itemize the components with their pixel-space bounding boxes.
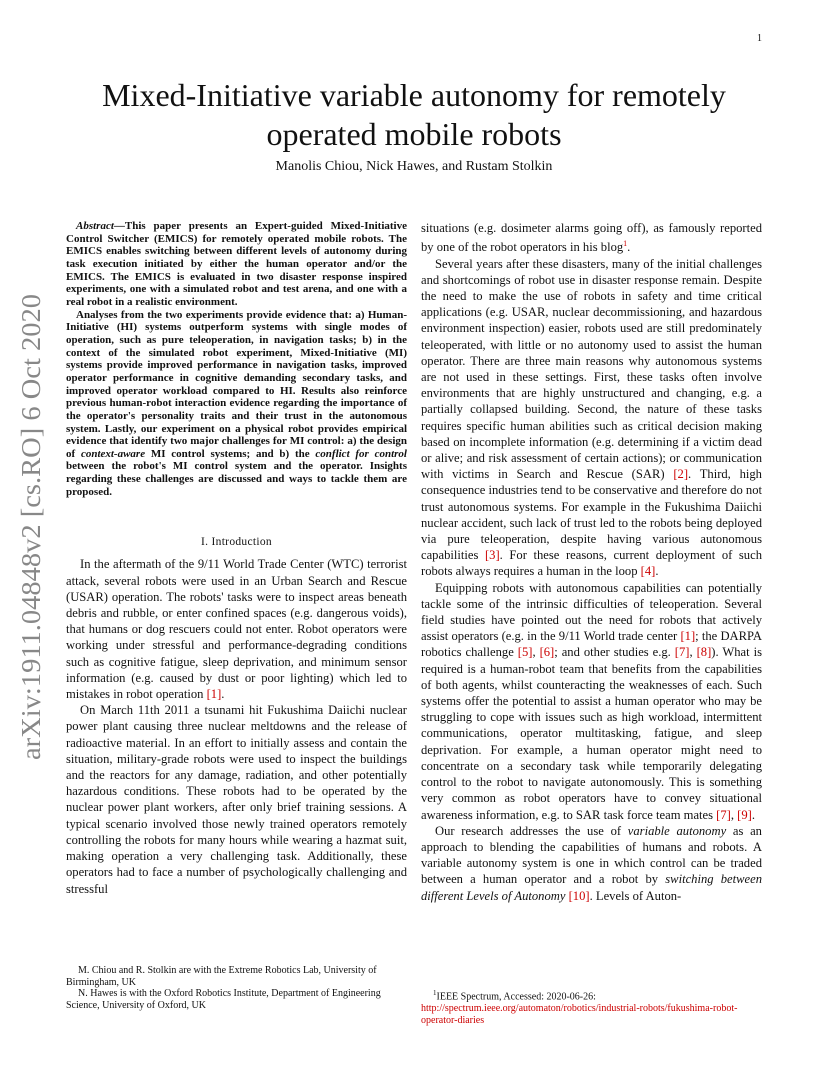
abstract-paragraph-2 bbox=[66, 309, 407, 499]
citation-link[interactable]: [1] bbox=[680, 629, 696, 644]
affiliation-footnote-1: M. Chiou and R. Stolkin are with the Extreme Robotics Lab, University of Birmingham, UK bbox=[66, 965, 377, 988]
footnote-mark: 1 bbox=[433, 989, 437, 997]
author-list: Manolis Chiou, Nick Hawes, and Rustam Stolkin bbox=[275, 159, 553, 174]
abstract-text-2c: between the robot's MI control system and the operator. Insights regarding these challenges are discussed and ways to tackle them are proposed. bbox=[66, 460, 407, 498]
affiliation-footnote-2: N. Hawes is with the Oxford Robotics Institute, Department of Engineering Science, University of Oxford, UK bbox=[66, 988, 381, 1011]
section-heading-introduction: I. Introduction bbox=[201, 536, 272, 549]
abstract-paragraph-1 bbox=[66, 220, 407, 309]
right-paragraph-1 bbox=[421, 256, 762, 580]
right-text-1c: . For these reasons, current deployment of such robots always requires a human in the loop bbox=[421, 548, 762, 579]
citation-link[interactable]: [2] bbox=[673, 467, 689, 482]
em-variable-autonomy: variable autonomy bbox=[627, 823, 727, 838]
right-text-1a: Several years after these disasters, many of the initial challenges and shortcomings of robot use in disaster response remain. Despite the need to make the use of robots in safety and time critical applications (e.g. USAR, nuclear decommissioning, and hazardous environment inspection) easier, robots used are still predominately teleoperated, with little or no autonomy used to assist the human operator. There are three main reasons why autonomous systems are not used in these settings. First, these tasks often involve environments that are highly unstructured and changing, e.g. a partially collapsed building. Second, the nature of these tasks requires specific human abilities such as critical decision making based on incomplete information (e.g. determining if a victim dead or alive; and risk assessment of certain actions); or communication with victims in Search and Rescue (SAR) bbox=[421, 256, 762, 482]
right-text-1b: . Third, high consequence industries tend to be conservative and therefore do not trust autonomous systems. For example in the Fukushima Daiichi nuclear accident, such lack of trust led to the robots being deployed via pure teleoperation, despite having various autonomous capabilities bbox=[421, 467, 762, 563]
right-text-2e: , bbox=[689, 645, 697, 660]
footnote-marker-link[interactable]: 1 bbox=[623, 239, 628, 249]
abstract-em-conflict: conflict for control bbox=[315, 447, 407, 460]
title-line-1: Mixed-Initiative variable autonomy for remotely bbox=[102, 77, 726, 113]
intro-text-1b: . bbox=[221, 687, 225, 702]
intro-text-1a: In the aftermath of the 9/11 World Trade Center (WTC) terrorist attack, several robots were used in an Urban Search and Rescue (USAR) operation. The robots' tasks were to inspect areas beneath debris and rubble, or enter confined spaces (e.g. dangerous voids), that humans or dog rescuers could not enter. Robot operators were working under stressful and performance-degrading conditions such as cognitive fatigue, sleep deprivation, and minimum sensor information (e.g. caused by dust or poor lighting) which led to mistakes in robot operation bbox=[66, 557, 407, 702]
citation-link[interactable]: [7] bbox=[716, 807, 731, 822]
title-line-2: operated mobile robots bbox=[266, 116, 562, 152]
blog-footnote bbox=[421, 987, 766, 1027]
citation-link[interactable]: [4] bbox=[640, 564, 656, 579]
right-text-2b: ; the DARPA robotics challenge bbox=[421, 629, 762, 660]
right-text-2c: , bbox=[532, 645, 540, 660]
citation-link[interactable]: [1] bbox=[206, 687, 222, 702]
citation-link[interactable]: [3] bbox=[484, 548, 500, 563]
abstract-text-2a: Analyses from the two experiments provide evidence that: a) Human-Initiative (HI) systems outperform systems with single modes of operation, such as pure teleoperation, in navigation tasks; b) in the context of the simulated robot experiment, Mixed-Initiative (MI) systems provide improved performance in navigation tasks, improved operator performance in cognitive demanding secondary tasks, and improved operator workload compared to HI. Results also reinforce previous human-robot interaction evidence regarding the importance of the operator's personality traits and their trust in the autonomous system. Lastly, our experiment on a physical robot provides empirical evidence that identify two major challenges for MI control: a) the design of bbox=[66, 308, 407, 460]
right-text-3a: Our research addresses the use of bbox=[435, 823, 628, 838]
footnote-label: IEEE Spectrum, Accessed: 2020-06-26: bbox=[436, 991, 596, 1003]
abstract-lead: Abstract bbox=[76, 220, 114, 232]
footnote-url-link[interactable]: http://spectrum.ieee.org/automaton/robotics/industrial-robots/fukushima-robot-operator-diaries bbox=[421, 1003, 738, 1027]
arxiv-stamp-text: arXiv:1911.04848v2 [cs.RO] 6 Oct 2020 bbox=[16, 318, 46, 760]
citation-link[interactable]: [10] bbox=[568, 888, 590, 903]
right-paragraph-2 bbox=[421, 580, 762, 823]
paper-title bbox=[60, 76, 768, 154]
abstract-em-context-aware: context-aware bbox=[80, 447, 146, 460]
citation-link[interactable]: [9] bbox=[737, 807, 752, 822]
affiliation-footnotes bbox=[66, 965, 407, 1011]
right-text-3d: . Levels of Auton- bbox=[589, 888, 682, 903]
right-text-0a: situations (e.g. dosimeter alarms going off), as famously reported by one of the robot operators in his blog bbox=[421, 221, 762, 255]
blog-footnote-text bbox=[421, 987, 766, 1027]
right-text-1d: . bbox=[655, 564, 659, 579]
right-paragraph-3 bbox=[421, 823, 762, 904]
citation-link[interactable]: [6] bbox=[539, 645, 555, 660]
page-number: 1 bbox=[757, 33, 762, 44]
right-column bbox=[421, 220, 762, 904]
abstract bbox=[66, 220, 407, 498]
citation-link[interactable]: [7] bbox=[674, 645, 690, 660]
right-text-3b: as an approach to blending the capabilities of humans and robots. A variable autonomy system is one in which control can be traded between a human operator and a robot by bbox=[421, 823, 762, 887]
abstract-text-2b: MI control systems; and b) the bbox=[145, 447, 316, 460]
right-paragraph-0 bbox=[421, 220, 762, 256]
left-column bbox=[66, 220, 407, 897]
right-body bbox=[421, 220, 762, 904]
right-text-0b: . bbox=[627, 240, 631, 255]
arxiv-stamp bbox=[2, 292, 54, 762]
citation-link[interactable]: [8] bbox=[696, 645, 712, 660]
intro-paragraph-1 bbox=[66, 556, 407, 702]
right-text-2a: Equipping robots with autonomous capabilities can potentially tackle some of the intrinsic difficulties of teleoperation. Several field studies have pointed out the need for robots that actively assist operators (e.g. in the 9/11 World trade center bbox=[421, 580, 762, 644]
citation-link[interactable]: [5] bbox=[517, 645, 533, 660]
right-text-2d: ; and other studies e.g. bbox=[554, 645, 675, 660]
right-text-2h: . bbox=[751, 807, 755, 822]
abstract-text-1: —This paper presents an Expert-guided Mixed-Initiative Control Switcher (EMICS) for remotely operated mobile robots. The EMICS enables switching between different levels of autonomy during task execution initiated by either the human operator and/or the EMICS. The EMICS is evaluated in two disaster response inspired experiments, one with a simulated robot and test arena, and one with a real robot in a realistic environment. bbox=[66, 220, 407, 308]
intro-paragraph-2: On March 11th 2011 a tsunami hit Fukushima Daiichi nuclear power plant causing three nuclear meltdowns and the release of radioactive material. In an effort to initially assess and contain the situation, military-grade robots were used to inspect the buildings and the reactors for any damage, radiation, and other potentially hazardous conditions. These robots had to be operated by the nuclear power plant workers, after only brief training sessions. A typical scenario involved those newly trained operators remotely controlling the robots for many hours while wearing a hazmat suit, making operation a very challenging task. Additionally, these operators had to face a number of psychologically challenging and stressful bbox=[66, 703, 407, 896]
em-switching-levels: switching between different Levels of Autonomy bbox=[421, 872, 762, 903]
right-text-2g: , bbox=[730, 807, 738, 822]
right-text-2f: ). What is required is a human-robot team that benefits from the capabilities of both agents, whilst counteracting the weaknesses of each. Such systems offer the potential to assist a human operator who may be struggling to cope with issues such as high workload, intermittent communications, operator multitasking, fatigue, and sleep deprivation. For example, a human operator might need to concentrate on a secondary task while temporarily delegating control to the robot to navigate autonomously. This is something very common as robot operators have to convey situational awareness information, e.g. to SAR task force team mates bbox=[421, 645, 763, 822]
left-body bbox=[66, 556, 407, 896]
